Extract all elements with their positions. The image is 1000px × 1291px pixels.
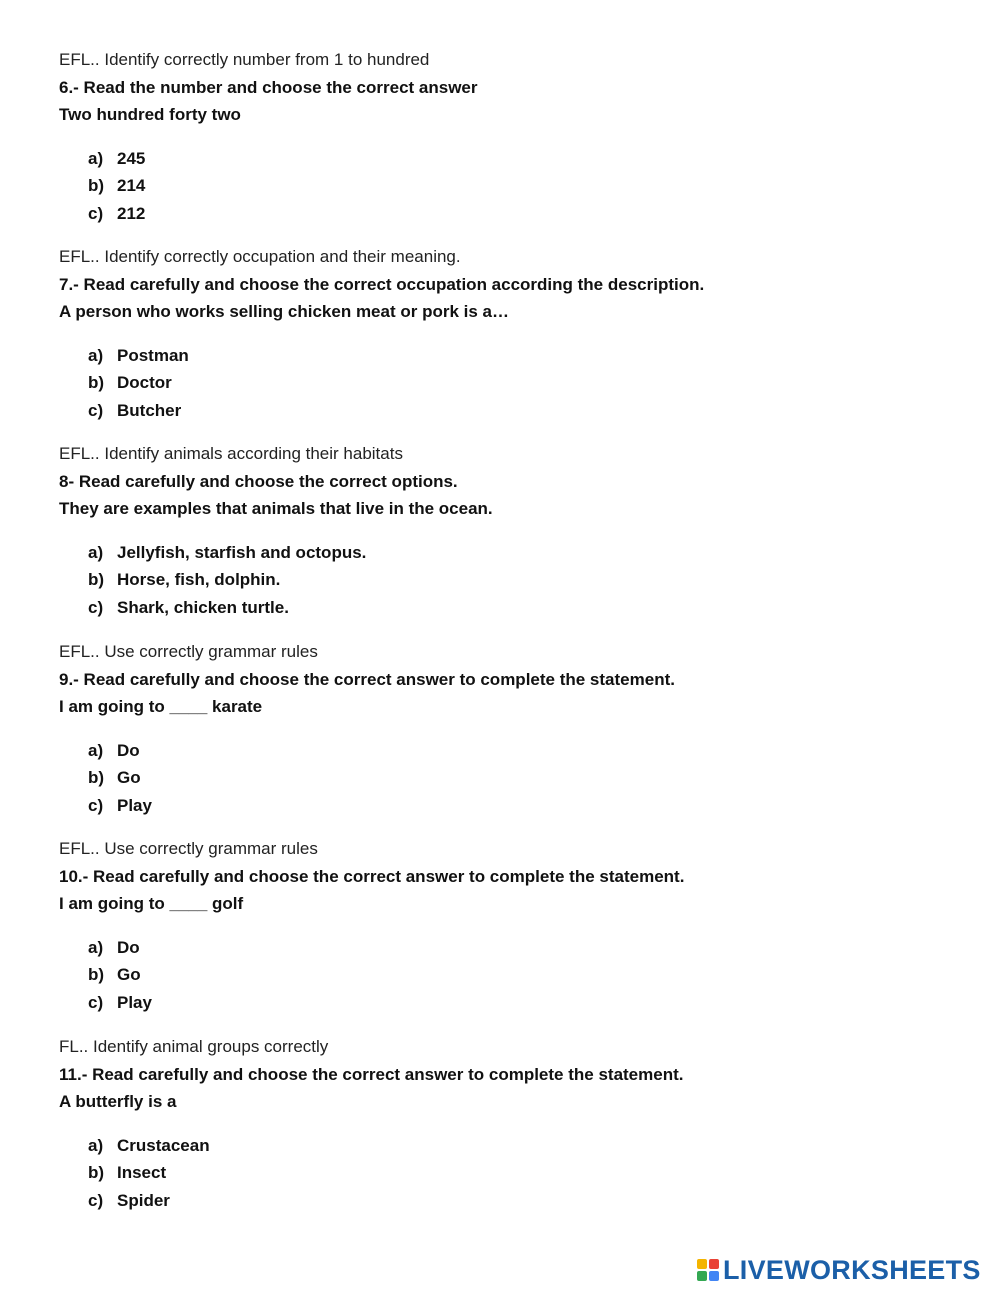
answer-options — [59, 342, 959, 425]
answer-option-a[interactable] — [59, 1132, 959, 1160]
liveworksheets-logo — [697, 1254, 981, 1286]
option-letter: b) — [88, 1163, 105, 1182]
answer-option-a[interactable] — [59, 539, 959, 567]
answer-option-a[interactable] — [59, 934, 959, 962]
answer-options — [59, 934, 959, 1017]
option-text: Butcher — [117, 400, 182, 420]
answer-options — [59, 1132, 959, 1215]
question-instruction: 7.- Read carefully and choose the correct occupation according the description. — [59, 274, 705, 294]
option-text: Horse, fish, dolphin. — [117, 570, 281, 589]
option-text: Do — [117, 937, 140, 957]
option-text: Spider — [117, 1190, 170, 1210]
option-letter: b) — [88, 965, 105, 984]
answer-option-c[interactable] — [59, 397, 959, 425]
option-text: Do — [117, 740, 140, 760]
question-topic: EFL.. Identify correctly occupation and their meaning. — [59, 247, 461, 266]
question-10 — [59, 835, 959, 1016]
option-letter: a) — [88, 740, 104, 760]
question-topic: EFL.. Identify animals according their habitats — [59, 444, 403, 463]
option-letter: c) — [88, 203, 104, 223]
question-prompt: A butterfly is a — [59, 1092, 177, 1111]
option-letter: c) — [88, 597, 104, 617]
question-instruction: 9.- Read carefully and choose the correct answer to complete the statement. — [59, 669, 675, 689]
option-text: 212 — [117, 203, 146, 223]
option-text: 245 — [117, 148, 146, 168]
option-letter: b) — [88, 373, 105, 392]
liveworksheets-logo-icon — [697, 1259, 719, 1281]
option-text: Crustacean — [117, 1135, 210, 1155]
question-8 — [59, 440, 959, 621]
answer-option-b[interactable] — [59, 566, 959, 594]
option-letter: c) — [88, 1190, 104, 1210]
answer-option-b[interactable] — [59, 764, 959, 792]
question-instruction: 6.- Read the number and choose the correct answer — [59, 77, 478, 97]
option-text: Shark, chicken turtle. — [117, 597, 289, 617]
question-prompt: They are examples that animals that live in the ocean. — [59, 499, 493, 518]
question-topic: EFL.. Use correctly grammar rules — [59, 642, 318, 661]
answer-option-a[interactable] — [59, 737, 959, 765]
option-letter: c) — [88, 795, 104, 815]
question-instruction: 11.- Read carefully and choose the correct answer to complete the statement. — [59, 1064, 684, 1084]
question-11 — [59, 1033, 959, 1214]
answer-option-b[interactable] — [59, 961, 959, 989]
question-topic: EFL.. Identify correctly number from 1 to hundred — [59, 50, 430, 69]
option-letter: a) — [88, 937, 104, 957]
option-text: Play — [117, 992, 152, 1012]
answer-options — [59, 145, 959, 228]
option-letter: a) — [88, 345, 104, 365]
question-topic: FL.. Identify animal groups correctly — [59, 1037, 329, 1056]
question-6 — [59, 46, 959, 227]
option-text: Go — [117, 768, 141, 787]
option-text: Play — [117, 795, 152, 815]
logo-text: LIVEWORKSHEETS — [723, 1254, 981, 1285]
question-prompt: I am going to ____ golf — [59, 894, 244, 913]
answer-option-c[interactable] — [59, 1187, 959, 1215]
question-prompt: A person who works selling chicken meat or pork is a… — [59, 302, 509, 321]
option-text: Doctor — [117, 373, 172, 392]
option-letter: b) — [88, 176, 105, 195]
question-instruction: 8- Read carefully and choose the correct options. — [59, 471, 458, 491]
option-letter: a) — [88, 1135, 104, 1155]
option-text: Insect — [117, 1163, 167, 1182]
answer-options — [59, 539, 959, 622]
option-letter: b) — [88, 768, 105, 787]
answer-option-c[interactable] — [59, 792, 959, 820]
question-instruction: 10.- Read carefully and choose the correct answer to complete the statement. — [59, 866, 685, 886]
option-text: Go — [117, 965, 141, 984]
question-9 — [59, 638, 959, 819]
option-letter: c) — [88, 992, 104, 1012]
answer-option-c[interactable] — [59, 594, 959, 622]
option-text: Jellyfish, starfish and octopus. — [117, 542, 367, 562]
question-prompt: I am going to ____ karate — [59, 697, 263, 716]
option-text: 214 — [117, 176, 146, 195]
answer-option-b[interactable] — [59, 1159, 959, 1187]
answer-option-a[interactable] — [59, 145, 959, 173]
question-7 — [59, 243, 959, 424]
answer-option-a[interactable] — [59, 342, 959, 370]
option-letter: a) — [88, 542, 104, 562]
question-prompt: Two hundred forty two — [59, 105, 241, 124]
answer-option-c[interactable] — [59, 989, 959, 1017]
option-letter: a) — [88, 148, 104, 168]
option-letter: b) — [88, 570, 105, 589]
option-letter: c) — [88, 400, 104, 420]
option-text: Postman — [117, 345, 189, 365]
answer-options — [59, 737, 959, 820]
answer-option-b[interactable] — [59, 369, 959, 397]
answer-option-c[interactable] — [59, 200, 959, 228]
question-topic: EFL.. Use correctly grammar rules — [59, 839, 318, 858]
answer-option-b[interactable] — [59, 172, 959, 200]
